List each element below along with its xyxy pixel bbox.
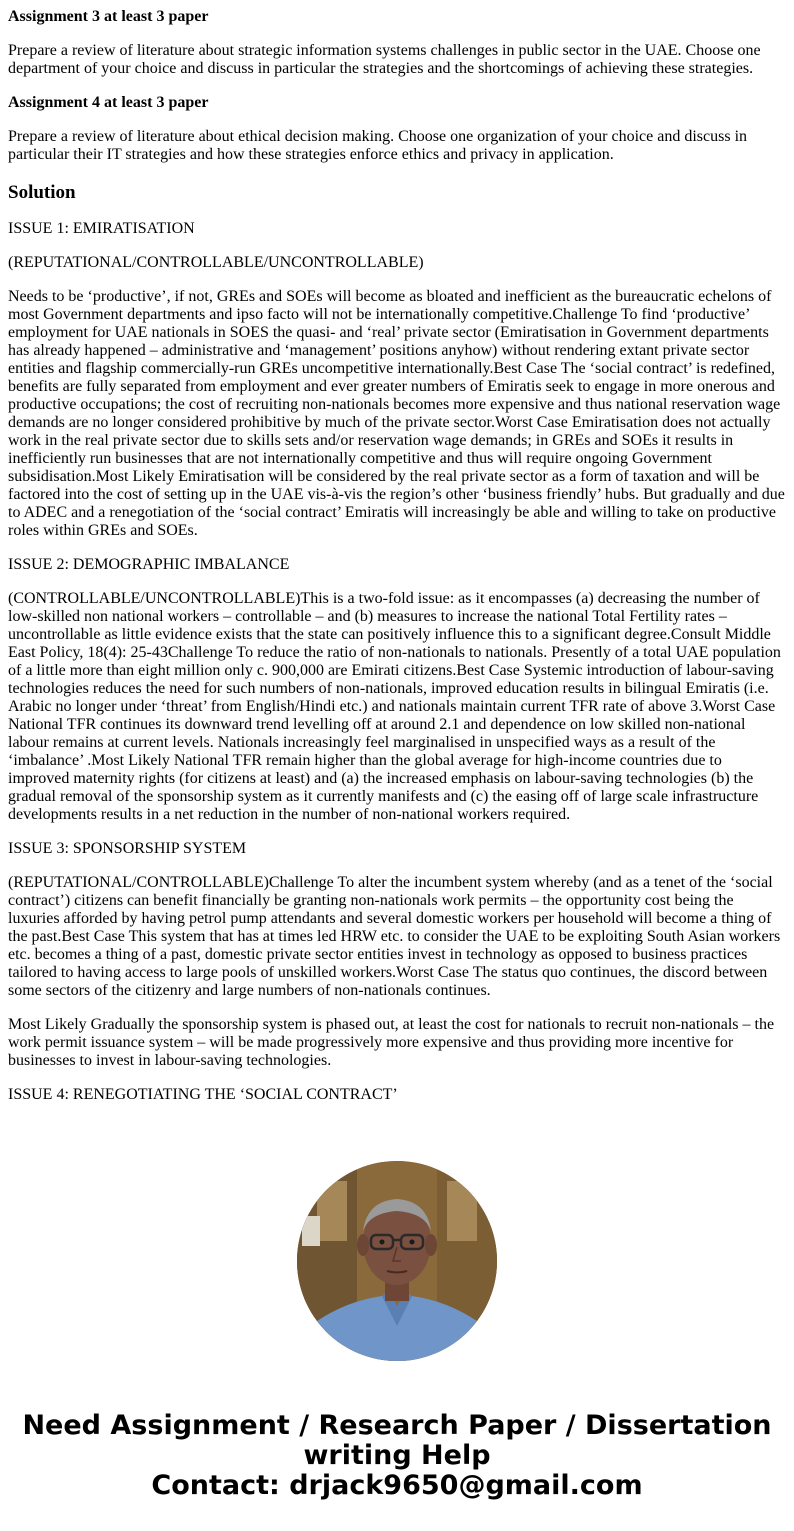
solution-heading: Solution: [8, 182, 76, 203]
issue-1-title: ISSUE 1: EMIRATISATION: [8, 220, 195, 237]
issue-1-body: Needs to be ‘productive’, if not, GREs and SOEs will become as bloated and inefficient as the bureaucratic echelons of most Government departments and ipso facto will not be internationally competitive.Challenge To find ‘productive’ employment for UAE nationals in SOES the quasi- and ‘real’ private sector (Emiratisation in Government departments has already happened – administrative and ‘management’ positions anyhow) without rendering extant private sector entities and flagship commercially-run GREs uncompetitive internationally.Best Case The ‘social contract’ is redefined, benefits are fully separated from employment and ever greater numbers of Emiratis seek to engage in more onerous and productive occupations; the cost of recruiting non-nationals becomes more expensive and thus national reservation wage demands are no longer considered prohibitive by much of the private sector.Worst Case Emiratisation does not actually work in the real private sector due to skills sets and/or reservation wage demands; in GREs and SOEs it results in inefficiently run businesses that are not internationally competitive and thus will require ongoing Government subsidisation.Most Likely Emiratisation will be considered by the real private sector as a form of taxation and will be factored into the cost of setting up in the UAE vis-à-vis the region’s other ‘business friendly’ hubs. But gradually and due to ADEC and a renegotiation of the ‘social contract’ Emiratis will increasingly be able and willing to take on productive roles within GREs and SOEs.: [8, 288, 785, 539]
document-body: [0, 8, 794, 1104]
contact-banner-line-1: Need Assignment / Research Paper / Dissertation: [22, 1410, 772, 1441]
issue-3-title: ISSUE 3: SPONSORSHIP SYSTEM: [8, 840, 247, 857]
contact-banner-line-2: writing Help: [303, 1440, 491, 1471]
issue-4-title: ISSUE 4: RENEGOTIATING THE ‘SOCIAL CONTRACT’: [8, 1086, 398, 1103]
author-avatar: [297, 1161, 497, 1361]
contact-banner: [0, 1411, 794, 1501]
assignment-3-body: Prepare a review of literature about strategic information systems challenges in public sector in the UAE. Choose one department of your choice and discuss in particular the strategies and the shortcomings of achieving these strategies.: [8, 42, 761, 77]
issue-3-body: (REPUTATIONAL/CONTROLLABLE)Challenge To alter the incumbent system whereby (and as a tenet of the ‘social contract’) citizens can benefit financially be granting non-nationals work permits – the opportunity cost being the luxuries afforded by having petrol pump attendants and several domestic workers per household will become a thing of the past.Best Case This system that has at times led HRW etc. to consider the UAE to be exploiting South Asian workers etc. becomes a thing of a past, domestic private sector entities invest in technology as opposed to business practices tailored to having access to large pools of unskilled workers.Worst Case The status quo continues, the discord between some sectors of the citizenry and large numbers of non-nationals continues.: [8, 874, 781, 999]
assignment-4-body: Prepare a review of literature about ethical decision making. Choose one organization of your choice and discuss in particular their IT strategies and how these strategies enforce ethics and privacy in application.: [8, 128, 748, 163]
issue-3-most-likely: Most Likely Gradually the sponsorship system is phased out, at least the cost for nationals to recruit non-nationals – the work permit issuance system – will be made progressively more expensive and thus providing more incentive for businesses to invest in labour-saving technologies.: [8, 1016, 775, 1069]
issue-2-body: (CONTROLLABLE/UNCONTROLLABLE)This is a two-fold issue: as it encompasses (a) decreasing the number of low-skilled non national workers – controllable – and (b) measures to increase the national Total Fertility rates – uncontrollable as little evidence exists that the state can positively influence this to a significant degree.Consult Middle East Policy, 18(4): 25-43Challenge To reduce the ratio of non-nationals to nationals. Presently of a total UAE population of a little more than eight million only c. 900,000 are Emirati citizens.Best Case Systemic introduction of labour-saving technologies reduces the need for such numbers of non-nationals, improved education results in bilingual Emiratis (i.e. Arabic no longer under ‘threat’ from English/Hindi etc.) and nationals maintain current TFR rate of above 3.Worst Case National TFR continues its downward trend levelling off at around 2.1 and dependence on low skilled non-national labour remains at current levels. Nationals increasingly feel marginalised in unspecified ways as a result of the ‘imbalance’ .Most Likely National TFR remain higher than the global average for high-income countries due to improved maternity rights (for citizens at least) and (a) the increased emphasis on labour-saving technologies (b) the gradual removal of the sponsorship system as it currently manifests and (c) the easing off of large scale infrastructure developments results in a net reduction in the number of non-national workers required.: [8, 590, 781, 823]
contact-email: Contact: drjack9650@gmail.com: [151, 1470, 643, 1501]
issue-2-title: ISSUE 2: DEMOGRAPHIC IMBALANCE: [8, 556, 290, 573]
author-portrait-image: [297, 1161, 497, 1361]
issue-1-tags: (REPUTATIONAL/CONTROLLABLE/UNCONTROLLABLE): [8, 254, 424, 271]
assignment-4-title: Assignment 4 at least 3 paper: [8, 94, 209, 111]
assignment-3-title: Assignment 3 at least 3 paper: [8, 8, 209, 25]
